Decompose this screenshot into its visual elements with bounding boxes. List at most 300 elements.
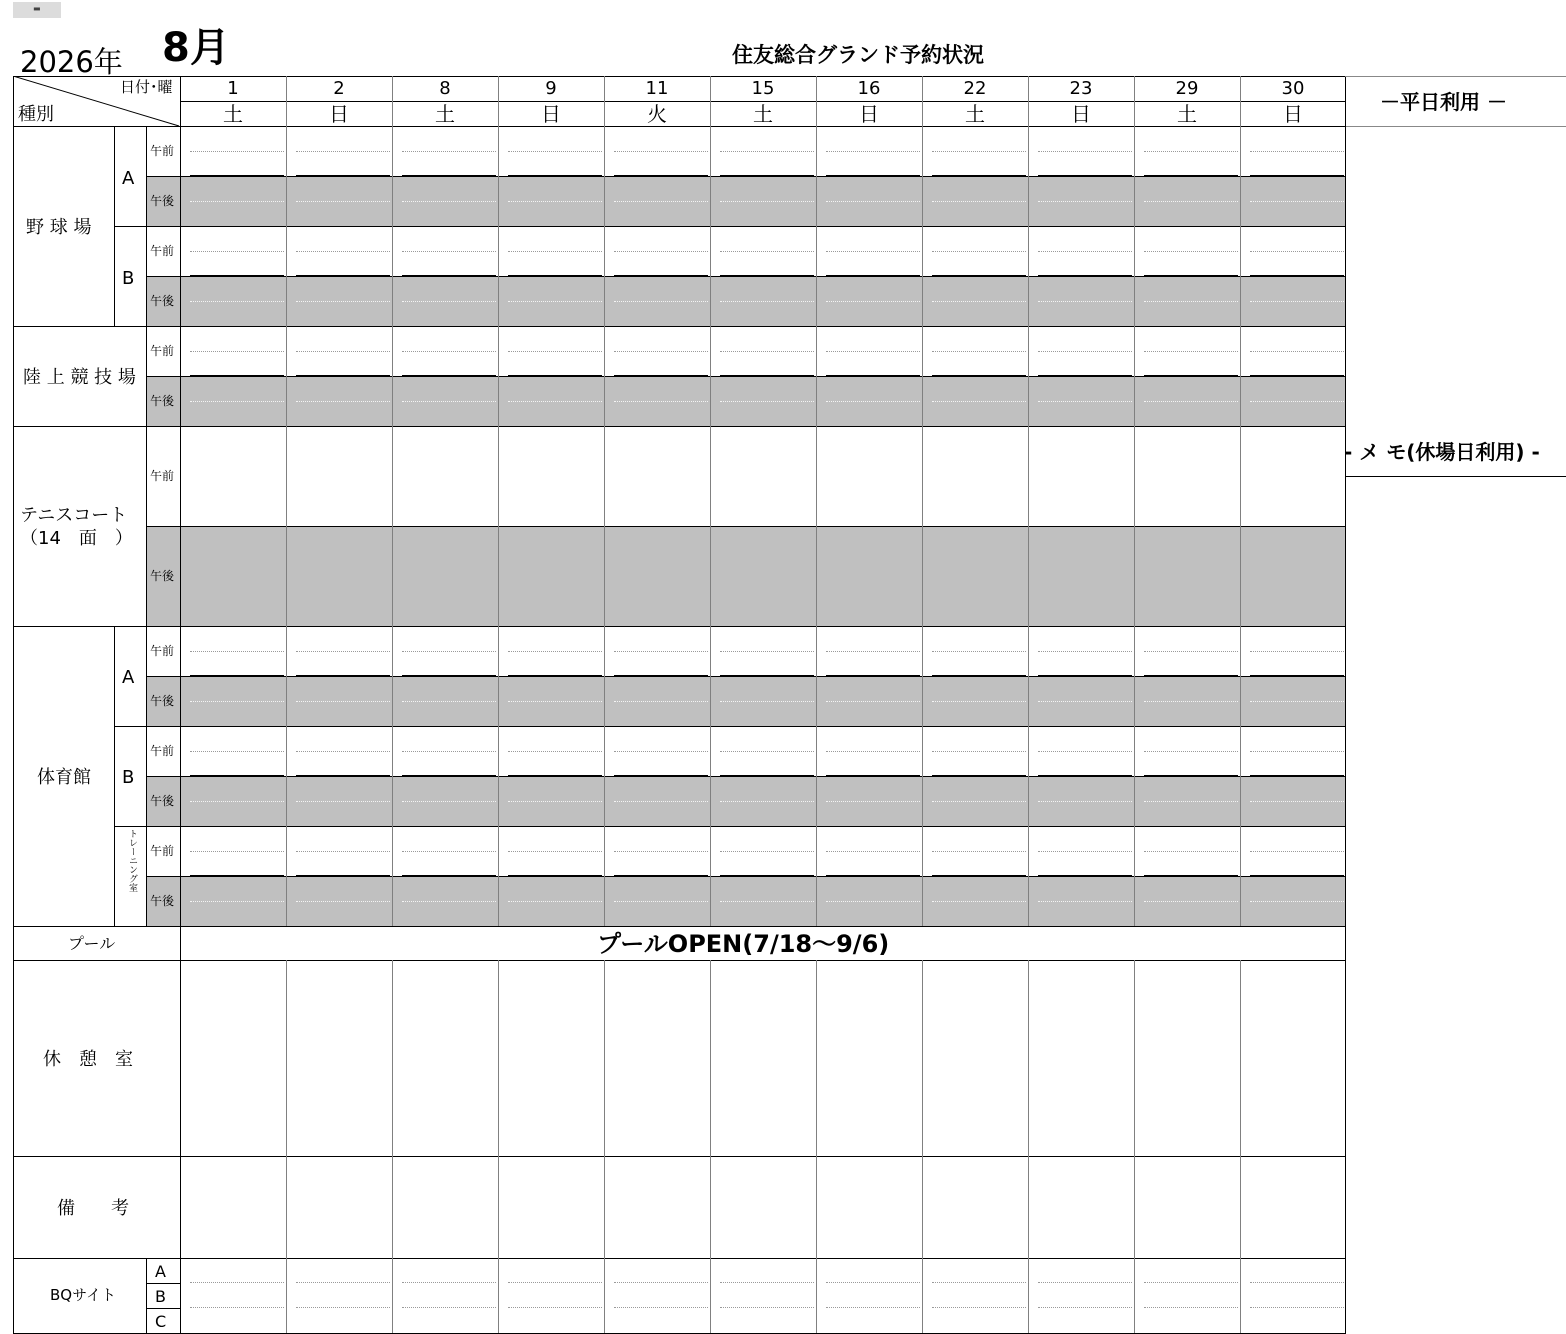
reservation-cell[interactable]	[710, 626, 816, 676]
baseball-label: 野 球 場	[26, 217, 92, 238]
weekday-header-cell: 土	[223, 102, 243, 126]
reservation-cell[interactable]	[392, 226, 498, 276]
weekday-header-cell: 日	[541, 102, 561, 126]
reservation-cell[interactable]	[604, 126, 710, 176]
group-border	[13, 126, 1346, 127]
bbq-cell[interactable]	[604, 1283, 710, 1308]
bbq-cell[interactable]	[710, 1283, 816, 1308]
weekday-header-cell: 土	[1177, 102, 1197, 126]
reservation-cell[interactable]	[392, 876, 498, 926]
reservation-cell[interactable]	[1240, 726, 1346, 776]
reservation-cell[interactable]	[392, 126, 498, 176]
pool-label: プール	[68, 934, 116, 953]
reservation-cell[interactable]	[1240, 226, 1346, 276]
date-header-cell[interactable]: 2	[333, 78, 345, 99]
reservation-cell[interactable]	[1134, 826, 1240, 876]
reservation-cell[interactable]	[816, 326, 922, 376]
date-header-cell[interactable]: 16	[857, 78, 881, 99]
remarks-cell[interactable]	[180, 1156, 286, 1258]
reservation-cell[interactable]	[286, 676, 392, 726]
reservation-cell[interactable]	[392, 676, 498, 726]
date-header-cell[interactable]: 9	[545, 78, 557, 99]
pool-row[interactable]	[180, 926, 1345, 960]
pm-period-label: 午後	[150, 194, 175, 208]
weekday-header-cell: 日	[1283, 102, 1303, 126]
group-border	[13, 426, 1346, 427]
reservation-cell[interactable]	[498, 176, 604, 226]
reservation-cell[interactable]	[604, 226, 710, 276]
lounge-cell[interactable]	[604, 960, 710, 1156]
bbq-cell[interactable]	[180, 1258, 286, 1283]
reservation-cell[interactable]	[1240, 526, 1346, 626]
reservation-cell[interactable]	[498, 776, 604, 826]
reservation-cell[interactable]	[710, 876, 816, 926]
page-title: 住友総合グランド予約状況	[732, 43, 984, 67]
sub-col-border	[114, 626, 115, 926]
reservation-cell[interactable]	[286, 876, 392, 926]
reservation-cell[interactable]	[922, 826, 1028, 876]
period-col-border	[146, 126, 147, 926]
reservation-cell[interactable]	[1134, 176, 1240, 226]
reservation-cell[interactable]	[1134, 376, 1240, 426]
reservation-cell[interactable]	[1134, 676, 1240, 726]
reservation-cell[interactable]	[922, 376, 1028, 426]
reservation-cell[interactable]	[816, 126, 922, 176]
am-period-label: 午前	[150, 469, 175, 483]
date-col-border	[1240, 76, 1241, 926]
bbq-sub-c: C	[155, 1312, 167, 1331]
reservation-cell[interactable]	[922, 326, 1028, 376]
bbq-sub-line	[146, 1308, 180, 1309]
reservation-cell[interactable]	[1028, 376, 1134, 426]
weekday-header-cell: 火	[647, 102, 667, 126]
reservation-cell[interactable]	[392, 776, 498, 826]
lounge-cell[interactable]	[180, 960, 286, 1156]
bbq-cell[interactable]	[922, 1308, 1028, 1333]
lounge-cell[interactable]	[710, 960, 816, 1156]
reservation-cell[interactable]	[498, 326, 604, 376]
reservation-cell[interactable]	[710, 176, 816, 226]
lounge-cell[interactable]	[1240, 960, 1346, 1156]
reservation-cell[interactable]	[286, 826, 392, 876]
bbq-cell[interactable]	[710, 1308, 816, 1333]
reservation-cell[interactable]	[1028, 426, 1134, 526]
reservation-cell[interactable]	[710, 326, 816, 376]
reservation-cell[interactable]	[180, 376, 286, 426]
reservation-cell[interactable]	[498, 276, 604, 326]
bbq-cell[interactable]	[816, 1283, 922, 1308]
bbq-cell[interactable]	[816, 1258, 922, 1283]
reservation-cell[interactable]	[392, 176, 498, 226]
tennis-label: テニスコート	[20, 505, 128, 526]
reservation-cell[interactable]	[1240, 826, 1346, 876]
lounge-cell[interactable]	[392, 960, 498, 1156]
bbq-cell[interactable]	[922, 1258, 1028, 1283]
reservation-cell[interactable]	[604, 626, 710, 676]
reservation-cell[interactable]	[604, 826, 710, 876]
reservation-cell[interactable]	[1028, 626, 1134, 676]
bbq-cell[interactable]	[286, 1258, 392, 1283]
reservation-cell[interactable]	[816, 376, 922, 426]
reservation-cell[interactable]	[1028, 826, 1134, 876]
reservation-cell[interactable]	[1028, 876, 1134, 926]
bbq-cell[interactable]	[604, 1308, 710, 1333]
am-period-label: 午前	[150, 144, 175, 158]
reservation-cell[interactable]	[180, 426, 286, 526]
reservation-cell[interactable]	[1028, 526, 1134, 626]
bbq-cell[interactable]	[1240, 1258, 1346, 1283]
track-label: 陸 上 競 技 場	[23, 367, 136, 388]
am-period-label: 午前	[150, 344, 175, 358]
reservation-cell[interactable]	[498, 526, 604, 626]
reservation-cell[interactable]	[816, 526, 922, 626]
reservation-cell[interactable]	[498, 826, 604, 876]
am-period-label: 午前	[150, 844, 175, 858]
weekday-header-cell: 日	[859, 102, 879, 126]
bbq-cell[interactable]	[922, 1283, 1028, 1308]
tennis-note: （14 面 ）	[20, 528, 133, 549]
bbq-cell[interactable]	[604, 1258, 710, 1283]
reservation-cell[interactable]	[816, 826, 922, 876]
reservation-cell[interactable]	[498, 726, 604, 776]
memo-underline	[1345, 476, 1566, 477]
reservation-cell[interactable]	[922, 526, 1028, 626]
date-header-cell[interactable]: 29	[1175, 78, 1199, 99]
reservation-cell[interactable]	[1240, 776, 1346, 826]
lounge-cell[interactable]	[1028, 960, 1134, 1156]
reservation-cell[interactable]	[1028, 276, 1134, 326]
reservation-cell[interactable]	[1240, 176, 1346, 226]
reservation-cell[interactable]	[1134, 626, 1240, 676]
bbq-cell[interactable]	[392, 1308, 498, 1333]
reservation-cell[interactable]	[710, 426, 816, 526]
bbq-cell[interactable]	[710, 1258, 816, 1283]
reservation-cell[interactable]	[1240, 626, 1346, 676]
reservation-cell[interactable]	[180, 276, 286, 326]
weekday-header-cell: 土	[965, 102, 985, 126]
date-col-border	[1134, 76, 1135, 926]
reservation-cell[interactable]	[286, 276, 392, 326]
reservation-cell[interactable]	[604, 876, 710, 926]
group-border	[13, 326, 1346, 327]
reservation-cell[interactable]	[710, 826, 816, 876]
reservation-cell[interactable]	[1028, 126, 1134, 176]
reservation-cell[interactable]	[286, 376, 392, 426]
pm-period-label: 午後	[150, 569, 175, 583]
bbq-cell[interactable]	[392, 1258, 498, 1283]
reservation-cell[interactable]	[286, 626, 392, 676]
lounge-cell[interactable]	[922, 960, 1028, 1156]
reservation-cell[interactable]	[710, 726, 816, 776]
reservation-cell[interactable]	[604, 726, 710, 776]
bbq-cell[interactable]	[1134, 1308, 1240, 1333]
reservation-cell[interactable]	[922, 626, 1028, 676]
reservation-cell[interactable]	[816, 776, 922, 826]
reservation-cell[interactable]	[1028, 726, 1134, 776]
gym-label: 体育館	[37, 767, 91, 788]
reservation-cell[interactable]	[286, 226, 392, 276]
reservation-cell[interactable]	[604, 326, 710, 376]
reservation-cell[interactable]	[286, 726, 392, 776]
reservation-cell[interactable]	[1134, 526, 1240, 626]
date-col-border	[604, 76, 605, 926]
remarks-cell[interactable]	[1134, 1156, 1240, 1258]
date-col-border	[498, 76, 499, 926]
reservation-cell[interactable]	[604, 776, 710, 826]
bbq-sub-line	[146, 1283, 180, 1284]
reservation-cell[interactable]	[286, 126, 392, 176]
reservation-cell[interactable]	[604, 676, 710, 726]
reservation-cell[interactable]	[180, 176, 286, 226]
reservation-cell[interactable]	[1134, 726, 1240, 776]
lounge-cell[interactable]	[286, 960, 392, 1156]
reservation-cell[interactable]	[180, 676, 286, 726]
gym-sub-training: トレーニング室	[127, 829, 137, 892]
corner-type-label: 種別	[18, 104, 54, 125]
weekday-use-top	[1345, 76, 1566, 77]
reservation-cell[interactable]	[1134, 326, 1240, 376]
reservation-cell[interactable]	[922, 776, 1028, 826]
remarks-cell[interactable]	[392, 1156, 498, 1258]
weekday-header-cell: 土	[753, 102, 773, 126]
reservation-cell[interactable]	[922, 276, 1028, 326]
reservation-cell[interactable]	[1028, 226, 1134, 276]
remarks-cell[interactable]	[816, 1156, 922, 1258]
table-left-border	[13, 76, 14, 1333]
table-top-border	[13, 76, 1346, 77]
bbq-cell[interactable]	[286, 1283, 392, 1308]
am-period-label: 午前	[150, 244, 175, 258]
sub-col-border	[114, 126, 115, 326]
weekday-header-cell: 日	[329, 102, 349, 126]
reservation-cell[interactable]	[816, 426, 922, 526]
bbq-cell[interactable]	[498, 1283, 604, 1308]
reservation-cell[interactable]	[498, 376, 604, 426]
reservation-cell[interactable]	[498, 626, 604, 676]
remarks-cell[interactable]	[1028, 1156, 1134, 1258]
bbq-cell[interactable]	[286, 1308, 392, 1333]
am-period-label: 午前	[150, 644, 175, 658]
reservation-cell[interactable]	[180, 226, 286, 276]
reservation-cell[interactable]	[286, 326, 392, 376]
reservation-cell[interactable]	[922, 126, 1028, 176]
reservation-cell[interactable]	[1134, 126, 1240, 176]
reservation-cell[interactable]	[180, 726, 286, 776]
reservation-cell[interactable]	[816, 176, 922, 226]
reservation-cell[interactable]	[1240, 876, 1346, 926]
bbq-sub-a: A	[155, 1262, 166, 1281]
lounge-cell[interactable]	[498, 960, 604, 1156]
pm-period-label: 午後	[150, 294, 175, 308]
pm-period-label: 午後	[150, 794, 175, 808]
reservation-cell[interactable]	[710, 126, 816, 176]
reservation-cell[interactable]	[392, 426, 498, 526]
minimize-icon: ▬	[33, 4, 41, 13]
weekday-header-cell: 土	[435, 102, 455, 126]
reservation-cell[interactable]	[1240, 126, 1346, 176]
bbq-cell[interactable]	[816, 1308, 922, 1333]
bbq-cell[interactable]	[1240, 1308, 1346, 1333]
reservation-cell[interactable]	[498, 426, 604, 526]
bbq-cell[interactable]	[1028, 1308, 1134, 1333]
reservation-cell[interactable]	[922, 176, 1028, 226]
reservation-cell[interactable]	[286, 426, 392, 526]
bbq-cell[interactable]	[1028, 1258, 1134, 1283]
reservation-cell[interactable]	[922, 226, 1028, 276]
reservation-cell[interactable]	[710, 226, 816, 276]
date-col-border	[392, 76, 393, 926]
reservation-cell[interactable]	[710, 276, 816, 326]
bbq-cell[interactable]	[1240, 1283, 1346, 1308]
reservation-cell[interactable]	[180, 126, 286, 176]
reservation-cell[interactable]	[604, 376, 710, 426]
reservation-cell[interactable]	[1240, 426, 1346, 526]
sub-border	[114, 226, 146, 227]
reservation-cell[interactable]	[604, 276, 710, 326]
reservation-cell[interactable]	[392, 376, 498, 426]
date-col-border	[710, 76, 711, 926]
date-col-border	[1028, 76, 1029, 926]
gym-sub-b: B	[122, 767, 135, 788]
reservation-cell[interactable]	[498, 226, 604, 276]
year-label: 2026年	[20, 45, 123, 79]
reservation-cell[interactable]	[816, 276, 922, 326]
reservation-cell[interactable]	[498, 676, 604, 726]
reservation-cell[interactable]	[922, 676, 1028, 726]
reservation-cell[interactable]	[604, 176, 710, 226]
reservation-cell[interactable]	[816, 676, 922, 726]
reservation-cell[interactable]	[498, 126, 604, 176]
date-header-cell[interactable]: 1	[227, 78, 239, 99]
bbq-cell[interactable]	[180, 1308, 286, 1333]
reservation-cell[interactable]	[1134, 876, 1240, 926]
bbq-sub-border	[146, 1258, 147, 1333]
remarks-cell[interactable]	[286, 1156, 392, 1258]
memo-header: - メ モ(休場日利用) -	[1344, 440, 1540, 464]
remarks-cell[interactable]	[498, 1156, 604, 1258]
reservation-cell[interactable]	[286, 526, 392, 626]
date-header-cell[interactable]: 11	[645, 78, 669, 99]
reservation-cell[interactable]	[710, 776, 816, 826]
baseball-sub-a: A	[122, 168, 135, 189]
bbq-cell[interactable]	[1134, 1258, 1240, 1283]
weekday-header-cell: 日	[1071, 102, 1091, 126]
group-border	[13, 626, 1346, 627]
date-col-border	[286, 76, 287, 926]
reservation-cell[interactable]	[392, 826, 498, 876]
reservation-cell[interactable]	[1028, 326, 1134, 376]
bbq-sub-b: B	[155, 1287, 166, 1306]
reservation-cell[interactable]	[816, 876, 922, 926]
reservation-cell[interactable]	[710, 676, 816, 726]
gym-sub-a: A	[122, 667, 135, 688]
weekday-use-header: －平日利用 －	[1380, 90, 1507, 114]
baseball-sub-b: B	[122, 268, 135, 289]
bbq-cell[interactable]	[498, 1308, 604, 1333]
pm-period-label: 午後	[150, 694, 175, 708]
pool-status: プールOPEN(7/18～9/6)	[597, 930, 890, 958]
reservation-cell[interactable]	[392, 326, 498, 376]
sub-border	[114, 726, 146, 727]
remarks-cell[interactable]	[604, 1156, 710, 1258]
reservation-cell[interactable]	[180, 826, 286, 876]
reservation-cell[interactable]	[1134, 776, 1240, 826]
reservation-cell[interactable]	[1028, 676, 1134, 726]
reservation-cell[interactable]	[1134, 426, 1240, 526]
date-header-cell[interactable]: 22	[963, 78, 987, 99]
reservation-cell[interactable]	[392, 276, 498, 326]
date-header-cell[interactable]: 15	[751, 78, 775, 99]
reservation-cell[interactable]	[1240, 376, 1346, 426]
remarks-cell[interactable]	[922, 1156, 1028, 1258]
reservation-cell[interactable]	[1028, 176, 1134, 226]
reservation-cell[interactable]	[922, 876, 1028, 926]
sub-border	[114, 826, 146, 827]
remarks-cell[interactable]	[1240, 1156, 1346, 1258]
bbq-cell[interactable]	[392, 1283, 498, 1308]
bbq-cell[interactable]	[498, 1258, 604, 1283]
pm-period-label: 午後	[150, 394, 175, 408]
bbq-cell[interactable]	[1028, 1283, 1134, 1308]
reservation-cell[interactable]	[604, 526, 710, 626]
reservation-cell[interactable]	[710, 526, 816, 626]
reservation-cell[interactable]	[816, 726, 922, 776]
weekday-use-bottom	[1345, 126, 1566, 127]
reservation-cell[interactable]	[180, 626, 286, 676]
reservation-cell[interactable]	[498, 876, 604, 926]
remarks-label: 備 考	[57, 1198, 129, 1219]
reservation-cell[interactable]	[286, 176, 392, 226]
reservation-cell[interactable]	[180, 326, 286, 376]
reservation-cell[interactable]	[922, 426, 1028, 526]
reservation-cell[interactable]	[604, 426, 710, 526]
corner-date-label: 日付･曜	[120, 78, 173, 96]
bbq-label: BQサイト	[50, 1286, 117, 1304]
reservation-cell[interactable]	[180, 526, 286, 626]
remarks-cell[interactable]	[710, 1156, 816, 1258]
reservation-cell[interactable]	[1134, 276, 1240, 326]
month-label: 8月	[162, 25, 230, 71]
am-period-label: 午前	[150, 744, 175, 758]
reservation-cell[interactable]	[1240, 276, 1346, 326]
bbq-cell[interactable]	[180, 1283, 286, 1308]
minimize-tab[interactable]	[13, 2, 61, 18]
lounge-label: 休 憩 室	[43, 1049, 133, 1070]
bbq-cell[interactable]	[1134, 1283, 1240, 1308]
reservation-cell[interactable]	[180, 876, 286, 926]
reservation-cell[interactable]	[1240, 676, 1346, 726]
pm-period-label: 午後	[150, 894, 175, 908]
date-header-cell[interactable]: 8	[439, 78, 451, 99]
reservation-cell[interactable]	[286, 776, 392, 826]
reservation-cell[interactable]	[392, 726, 498, 776]
lounge-cell[interactable]	[816, 960, 922, 1156]
reservation-cell[interactable]	[1134, 226, 1240, 276]
reservation-cell[interactable]	[392, 626, 498, 676]
reservation-cell[interactable]	[1240, 326, 1346, 376]
date-header-cell[interactable]: 23	[1069, 78, 1093, 99]
reservation-cell[interactable]	[922, 726, 1028, 776]
reservation-cell[interactable]	[816, 226, 922, 276]
reservation-cell[interactable]	[710, 376, 816, 426]
reservation-cell[interactable]	[1028, 776, 1134, 826]
lounge-cell[interactable]	[1134, 960, 1240, 1156]
date-col-border	[922, 76, 923, 926]
reservation-cell[interactable]	[816, 626, 922, 676]
reservation-cell[interactable]	[180, 776, 286, 826]
date-header-cell[interactable]: 30	[1281, 78, 1305, 99]
reservation-cell[interactable]	[392, 526, 498, 626]
